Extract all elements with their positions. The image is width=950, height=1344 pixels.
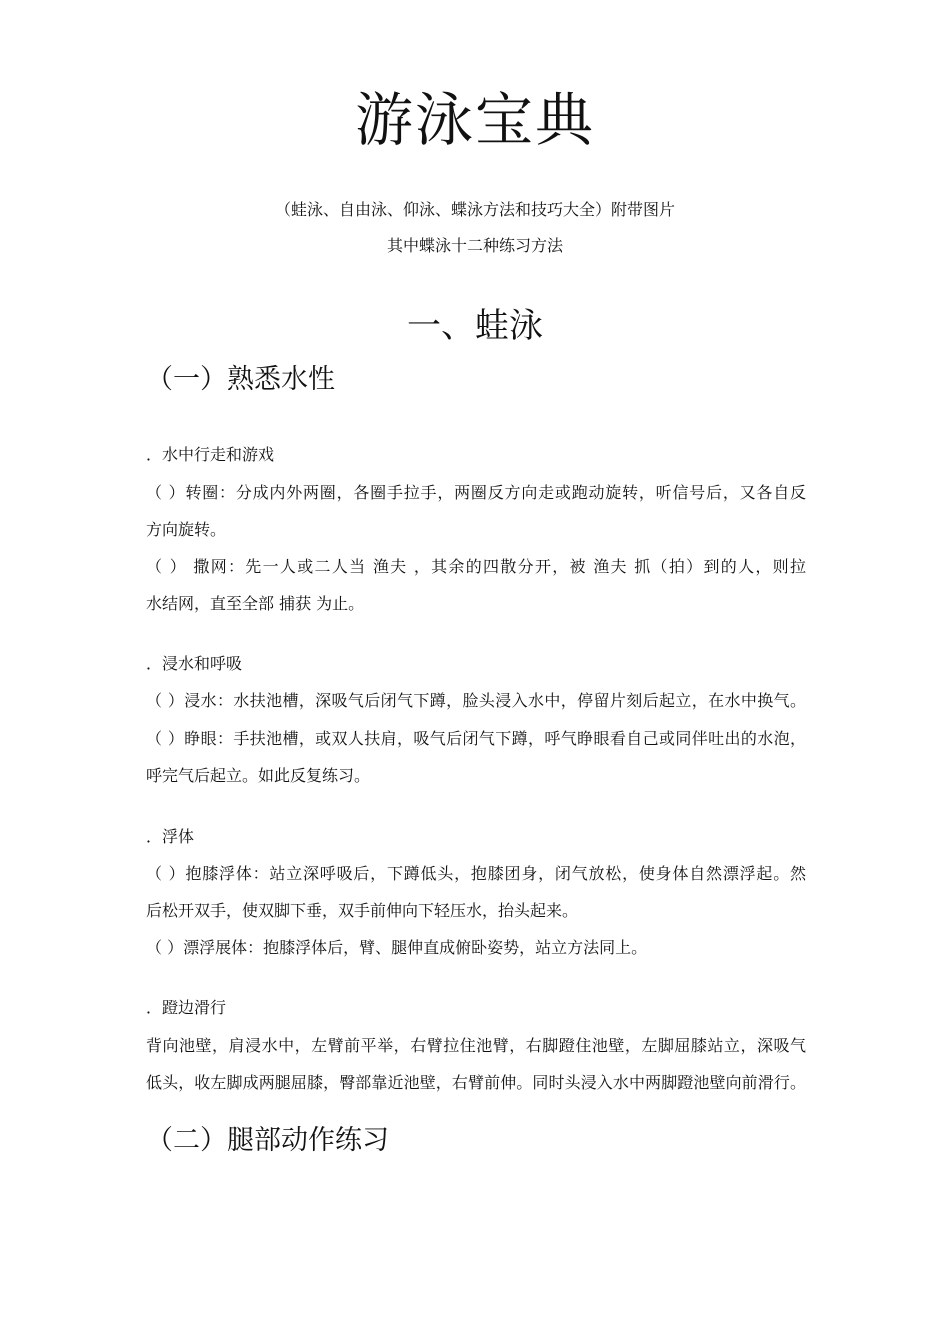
subtitle-line-2: 其中蝶泳十二种练习方法 xyxy=(386,236,563,255)
paragraph-line: （ ）抱膝浮体：站立深呼吸后，下蹲低头，抱膝团身，闭气放松，使身体自然漂浮起。然 xyxy=(146,864,806,883)
item-heading-push-off-glide: ．蹬边滑行 xyxy=(146,998,227,1017)
paragraph-line: （ ）睁眼：手扶池槽，或双人扶肩，吸气后闭气下蹲，呼气睁眼看自己或同伴吐出的水泡， xyxy=(146,729,806,748)
subsection-heading-water-familiarity: （一）熟悉水性 xyxy=(146,364,335,395)
paragraph-line: 呼完气后起立。如此反复练习。 xyxy=(146,766,371,785)
item-heading-floating: ．浮体 xyxy=(146,827,195,846)
paragraph-line: 低头，收左脚成两腿屈膝，臀部靠近池壁，右臂前伸。同时头浸入水中两脚蹬池壁向前滑行。 xyxy=(146,1073,806,1092)
subtitle-line-1: （蛙泳、自由泳、仰泳、蝶泳方法和技巧大全）附带图片 xyxy=(274,200,675,219)
paragraph-line: （ ）浸水：水扶池槽，深吸气后闭气下蹲，脸头浸入水中，停留片刻后起立，在水中换气。 xyxy=(146,691,806,710)
paragraph-line: （ ） 撒网：先一人或二人当 渔夫 ，其余的四散分开，被 渔夫 抓（拍）到的人，则拉 xyxy=(146,557,806,576)
section-heading-breaststroke: 一、蛙泳 xyxy=(407,306,543,346)
paragraph-line: 后松开双手，使双脚下垂，双手前伸向下轻压水，抬头起来。 xyxy=(146,901,579,920)
paragraph-line: 方向旋转。 xyxy=(146,520,227,539)
item-heading-walking-games: ．水中行走和游戏 xyxy=(146,445,275,464)
document-title: 游泳宝典 xyxy=(354,86,595,154)
paragraph-line: （ ）漂浮展体：抱膝浮体后，臂、腿伸直成俯卧姿势，站立方法同上。 xyxy=(146,938,648,957)
paragraph-line: 背向池壁，肩浸水中，左臂前平举，右臂拉住池臂，右脚蹬住池壁，左脚屈膝站立，深吸气 xyxy=(146,1036,806,1055)
paragraph-line: 水结网，直至全部 捕获 为止。 xyxy=(146,594,365,613)
subsection-heading-leg-practice: （二）腿部动作练习 xyxy=(146,1125,389,1156)
item-heading-submersion-breathing: ．浸水和呼吸 xyxy=(146,654,243,673)
paragraph-line: （ ）转圈：分成内外两圈，各圈手拉手，两圈反方向走或跑动旋转，听信号后，又各自反 xyxy=(146,483,806,502)
